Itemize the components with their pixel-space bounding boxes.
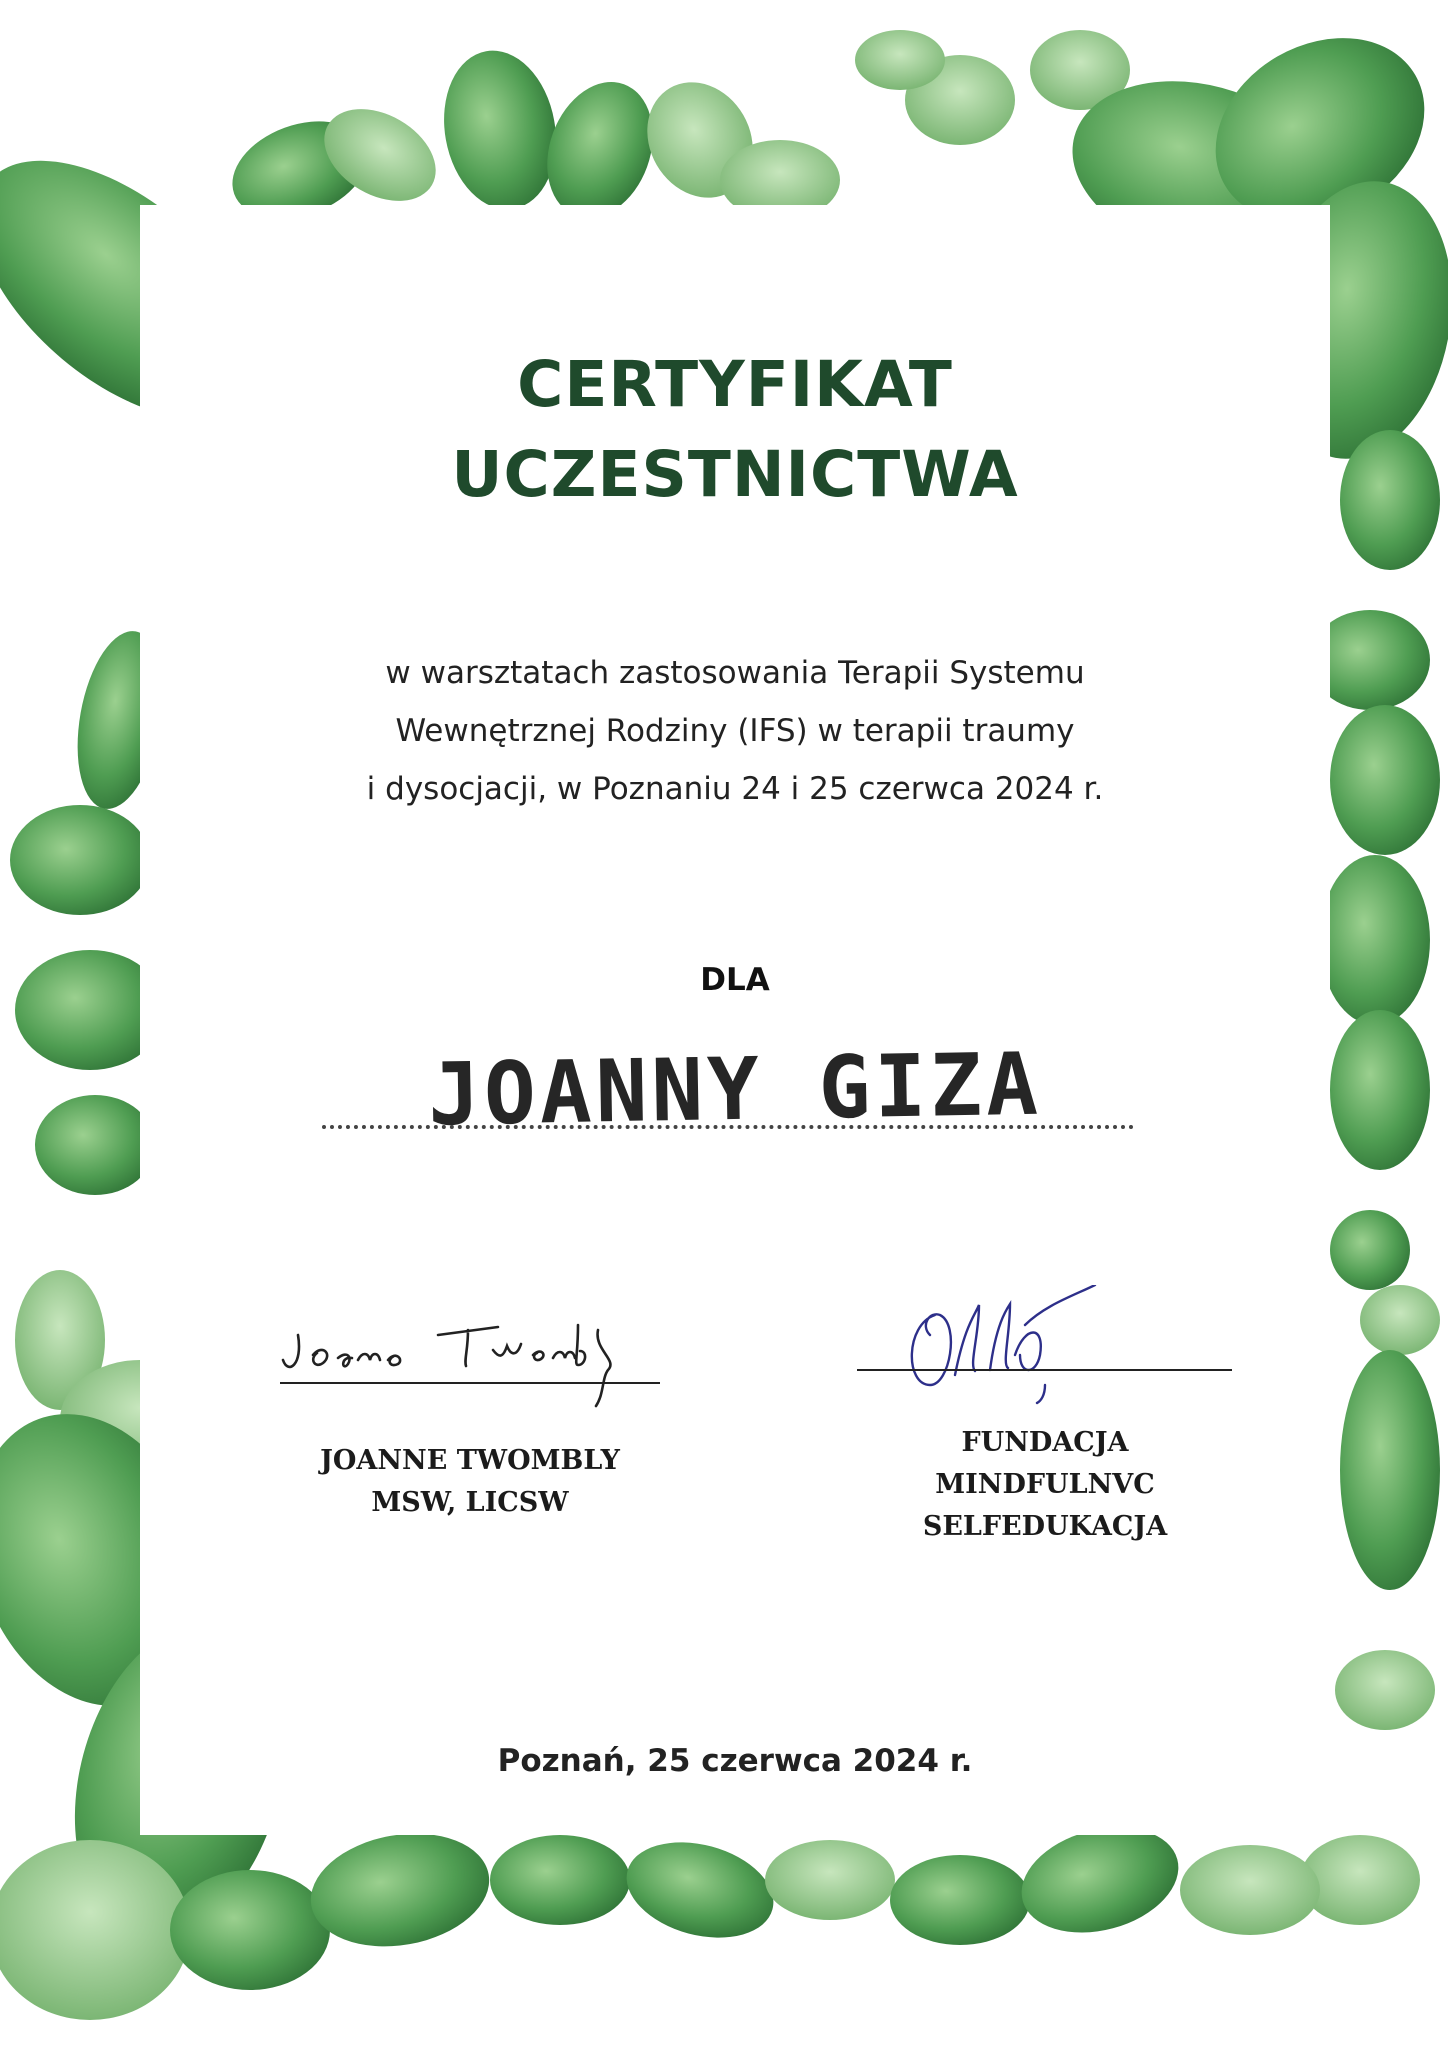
for-label: DLA [700, 962, 770, 998]
signature-line-left [280, 1382, 660, 1384]
signatory-left-name [270, 1440, 670, 1524]
signatory-left-name-line1: JOANNE TWOMBLY [320, 1445, 620, 1476]
signature-left [278, 1300, 688, 1410]
signatory-right-name-line1: FUNDACJA [961, 1427, 1129, 1458]
signatory-right-name-line3: SELFEDUKACJA [922, 1511, 1168, 1542]
description-line3: i dysocjacji, w Poznaniu 24 i 25 czerwca 2024 r. [366, 771, 1104, 807]
place-and-date: Poznań, 25 czerwca 2024 r. [497, 1743, 973, 1779]
signature-right [895, 1285, 1105, 1405]
signatory-right-name [880, 1422, 1210, 1548]
recipient-name: JOANNY GIZA [427, 1034, 1043, 1146]
signature-line-right [857, 1369, 1232, 1371]
description-line1: w warsztatach zastosowania Terapii Systemu [385, 655, 1085, 691]
description-line2: Wewnętrznej Rodziny (IFS) w terapii traumy [395, 713, 1075, 749]
signatory-right-name-line2: MINDFULNVC [935, 1469, 1155, 1500]
recipient-dotted-line [322, 1125, 1134, 1129]
certificate-title-line1: CERTYFIKAT [517, 348, 953, 421]
certificate-title-line2: UCZESTNICTWA [451, 438, 1019, 511]
signatory-left-name-line2: MSW, LICSW [371, 1487, 569, 1518]
